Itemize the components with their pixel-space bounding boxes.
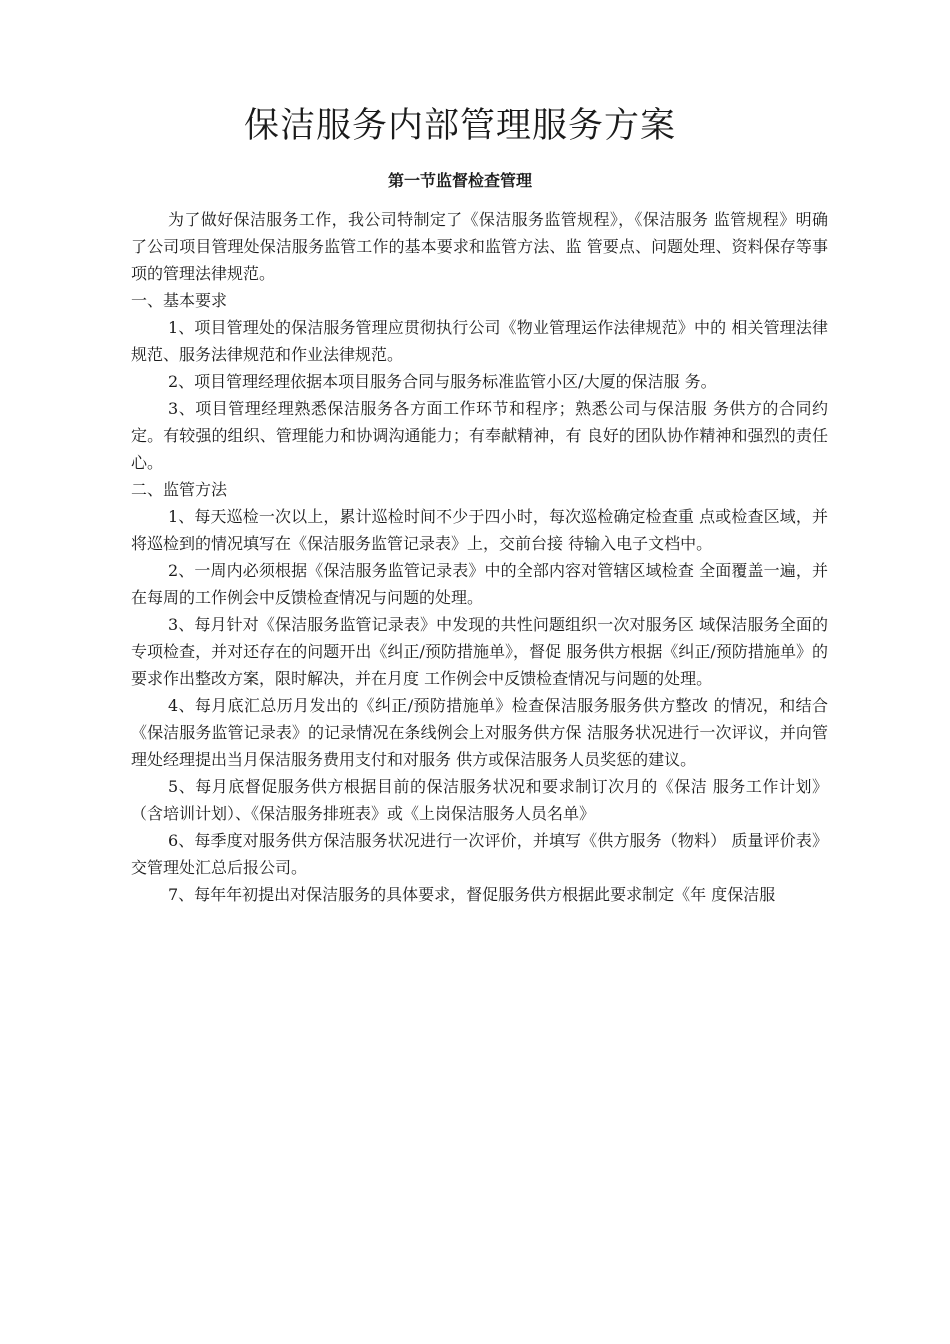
body-paragraph: 4、每月底汇总历月发出的《纠正/预防措施单》检查保洁服务服务供方整改 的情况，和结合《保洁服务监管记录表》的记录情况在条线例会上对服务供方保 洁服务状况进行一次评议，并向管理处经理提出当月保洁服务费用支付和对服务 供方或保洁服务人员奖惩的建议。 bbox=[131, 696, 828, 769]
body-paragraph: 1、项目管理处的保洁服务管理应贯彻执行公司《物业管理运作法律规范》中的 相关管理法律规范、服务法律规范和作业法律规范。 bbox=[131, 318, 828, 364]
section-heading: 一、基本要求 bbox=[131, 291, 228, 310]
body-paragraph: 7、每年年初提出对保洁服务的具体要求，督促服务供方根据此要求制定《年 度保洁服 bbox=[168, 885, 776, 904]
section-title: 第一节监督检查管理 bbox=[387, 171, 532, 190]
body-paragraph: 5、每月底督促服务供方根据目前的保洁服务状况和要求制订次月的《保洁 服务工作计划》（含培训计划）、《保洁服务排班表》或《上岗保洁服务人员名单》 bbox=[131, 777, 828, 823]
document-body bbox=[131, 206, 828, 908]
body-paragraph: 6、每季度对服务供方保洁服务状况进行一次评价，并填写《供方服务（物料） 质量评价表》交管理处汇总后报公司。 bbox=[131, 831, 828, 877]
body-paragraph: 1、每天巡检一次以上，累计巡检时间不少于四小时，每次巡检确定检查重 点或检查区域，并将巡检到的情况填写在《保洁服务监管记录表》上，交前台接 待输入电子文档中。 bbox=[131, 507, 828, 553]
body-paragraph: 2、一周内必须根据《保洁服务监管记录表》中的全部内容对管辖区域检查 全面覆盖一遍，并在每周的工作例会中反馈检查情况与问题的处理。 bbox=[131, 561, 828, 607]
body-paragraph: 3、每月针对《保洁服务监管记录表》中发现的共性问题组织一次对服务区 域保洁服务全面的专项检查，并对还存在的问题开出《纠正/预防措施单》，督促 服务供方根据《纠正/预防措施单》的要求作出整改方案，限时解决，并在月度 工作例会中反馈检查情况与问题的处理。 bbox=[131, 615, 828, 688]
body-paragraph: 3、项目管理经理熟悉保洁服务各方面工作环节和程序；熟悉公司与保洁服 务供方的合同约定。有较强的组织、管理能力和协调沟通能力；有奉献精神，有 良好的团队协作精神和强烈的责任心。 bbox=[131, 399, 828, 472]
body-paragraph: 为了做好保洁服务工作，我公司特制定了《保洁服务监管规程》，《保洁服务 监管规程》明确了公司项目管理处保洁服务监管工作的基本要求和监管方法、监 管要点、问题处理、资料保存等事项的管理法律规范。 bbox=[131, 210, 828, 283]
section-heading: 二、监管方法 bbox=[131, 480, 228, 499]
document-title: 保洁服务内部管理服务方案 bbox=[243, 106, 676, 146]
body-paragraph: 2、项目管理经理依据本项目服务合同与服务标准监管小区/大厦的保洁服 务。 bbox=[168, 372, 717, 391]
